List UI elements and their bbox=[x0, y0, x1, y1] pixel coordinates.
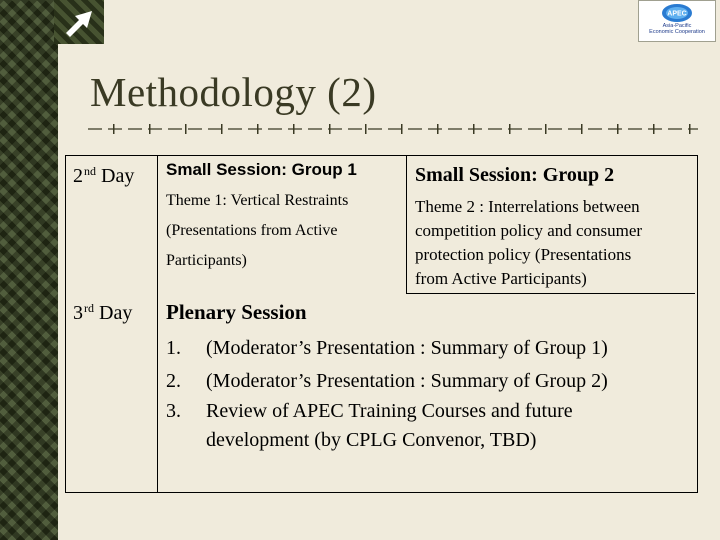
next-slide-button[interactable] bbox=[54, 0, 104, 44]
group1-line: Theme 1: Vertical Restraints bbox=[166, 192, 349, 209]
list-item-text: Review of APEC Training Courses and future bbox=[206, 400, 573, 422]
apec-brand-text: APEC bbox=[667, 10, 687, 18]
group2-heading: Small Session: Group 2 bbox=[415, 164, 615, 186]
group2-line: protection policy (Presentations bbox=[415, 245, 632, 264]
apec-logo bbox=[638, 0, 716, 42]
list-item bbox=[166, 398, 696, 425]
group2-line: competition policy and consumer bbox=[415, 221, 643, 240]
list-item-number bbox=[166, 425, 206, 455]
slide-title: Methodology (2) bbox=[90, 69, 377, 115]
apec-caption-line2: Economic Cooperation bbox=[649, 29, 705, 35]
list-item bbox=[166, 425, 696, 455]
apec-globe-icon bbox=[656, 3, 698, 23]
day-label-2nd bbox=[73, 164, 134, 188]
decorative-side-stripe bbox=[0, 0, 58, 540]
group2-line: from Active Participants) bbox=[415, 269, 587, 288]
group2-line: Theme 2 : Interrelations between bbox=[415, 197, 640, 216]
day-word: Day bbox=[101, 165, 135, 187]
forward-arrow-icon bbox=[62, 7, 96, 37]
day-number: 3 bbox=[73, 302, 83, 324]
list-item-text: development (by CPLG Convenor, TBD) bbox=[206, 429, 537, 451]
table-column-divider bbox=[157, 155, 158, 492]
group1-heading: Small Session: Group 1 bbox=[166, 160, 357, 179]
group1-line: Participants) bbox=[166, 252, 247, 269]
title-divider bbox=[88, 119, 698, 139]
group1-line: (Presentations from Active bbox=[166, 222, 338, 239]
group1-theme bbox=[166, 186, 348, 276]
apec-caption-line1: Asia-Pacific bbox=[662, 23, 692, 29]
list-item bbox=[166, 365, 696, 398]
list-item-text: (Moderator’s Presentation : Summary of Group 1) bbox=[206, 337, 608, 359]
list-item bbox=[166, 332, 696, 365]
list-item-text: (Moderator’s Presentation : Summary of Group 2) bbox=[206, 370, 608, 392]
plenary-heading: Plenary Session bbox=[166, 300, 307, 324]
group2-theme bbox=[415, 195, 642, 291]
day-label-3rd bbox=[73, 301, 132, 325]
list-item-number: 1. bbox=[166, 337, 181, 359]
plenary-list bbox=[166, 332, 696, 455]
day-word: Day bbox=[99, 302, 133, 324]
day-number: 2 bbox=[73, 165, 83, 187]
day-suffix: rd bbox=[84, 301, 94, 315]
day-suffix: nd bbox=[84, 164, 96, 178]
list-item-number: 2. bbox=[166, 370, 181, 392]
list-item-number: 3. bbox=[166, 400, 181, 422]
